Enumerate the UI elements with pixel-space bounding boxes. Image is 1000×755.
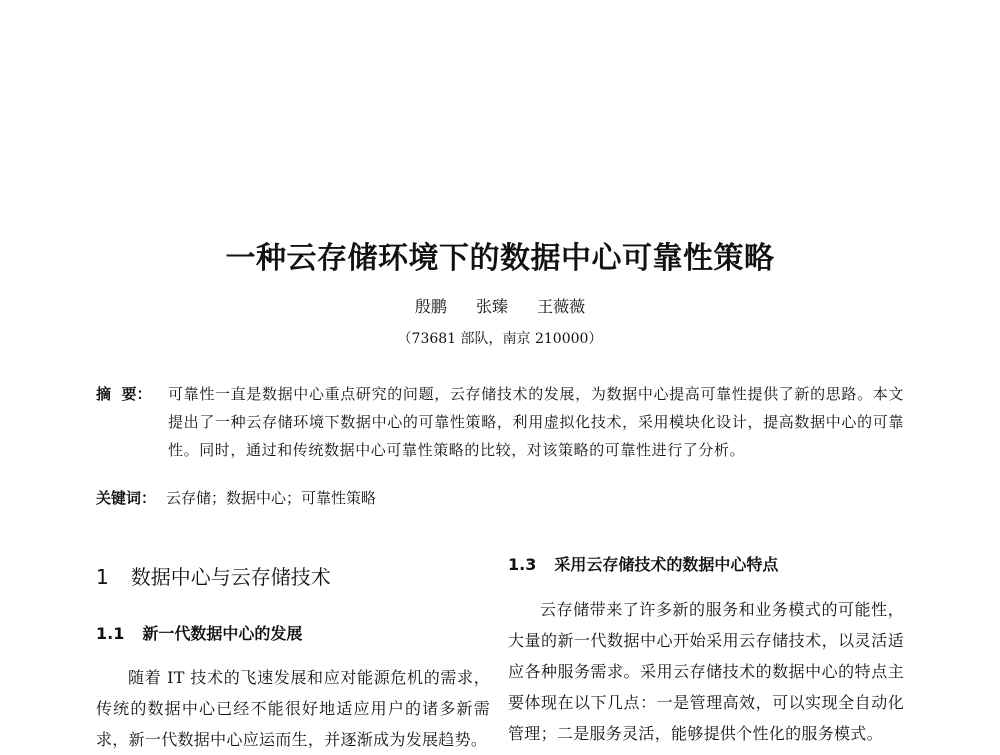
- abstract-text: 可靠性一直是数据中心重点研究的问题，云存储技术的发展，为数据中心提高可靠性提供了新的思路。本文提出了一种云存储环境下数据中心的可靠性策略，利用虚拟化技术，采用模块化设计，提高数据中心的可靠性。同时，通过和传统数据中心可靠性策略的比较，对该策略的可靠性进行了分析。: [168, 385, 904, 459]
- subsection-heading-1-1: [96, 620, 302, 648]
- abstract-label: 摘 要：: [96, 385, 152, 403]
- subsection-number: 1.3: [508, 555, 537, 574]
- subsection-title: 采用云存储技术的数据中心特点: [554, 555, 779, 574]
- author-list: [0, 296, 1000, 318]
- paper-title: 一种云存储环境下的数据中心可靠性策略: [225, 241, 775, 276]
- author-name: 殷鹏: [414, 297, 447, 316]
- author-name: 张臻: [475, 297, 508, 316]
- body-paragraph: 随着 IT 技术的飞速发展和应对能源危机的需求，传统的数据中心已经不能很好地适应用户的诸多新需求，新一代数据中心应运而生，并逐渐成为发展趋势。: [96, 668, 490, 749]
- body-paragraph: 云存储带来了许多新的服务和业务模式的可能性，大量的新一代数据中心开始采用云存储技术，以灵活适应各种服务需求。采用云存储技术的数据中心的特点主要体现在以下几点：一是管理高效，可以实现全自动化管理；二是服务灵活，能够提供个性化的服务模式。: [508, 600, 904, 743]
- keywords-label: 关键词：: [96, 489, 157, 507]
- subsection-number: 1.1: [96, 624, 125, 643]
- section-title: 数据中心与云存储技术: [130, 565, 331, 589]
- section-heading-1: [96, 561, 496, 593]
- subsection-title: 新一代数据中心的发展: [142, 624, 303, 643]
- subsection-heading-1-3: [508, 551, 778, 579]
- author-name: 王薇薇: [537, 297, 586, 316]
- affiliation: （73681 部队，南京 210000）: [397, 331, 603, 347]
- section-number: 1: [96, 565, 109, 589]
- keywords-text: 云存储；数据中心；可靠性策略: [166, 489, 377, 507]
